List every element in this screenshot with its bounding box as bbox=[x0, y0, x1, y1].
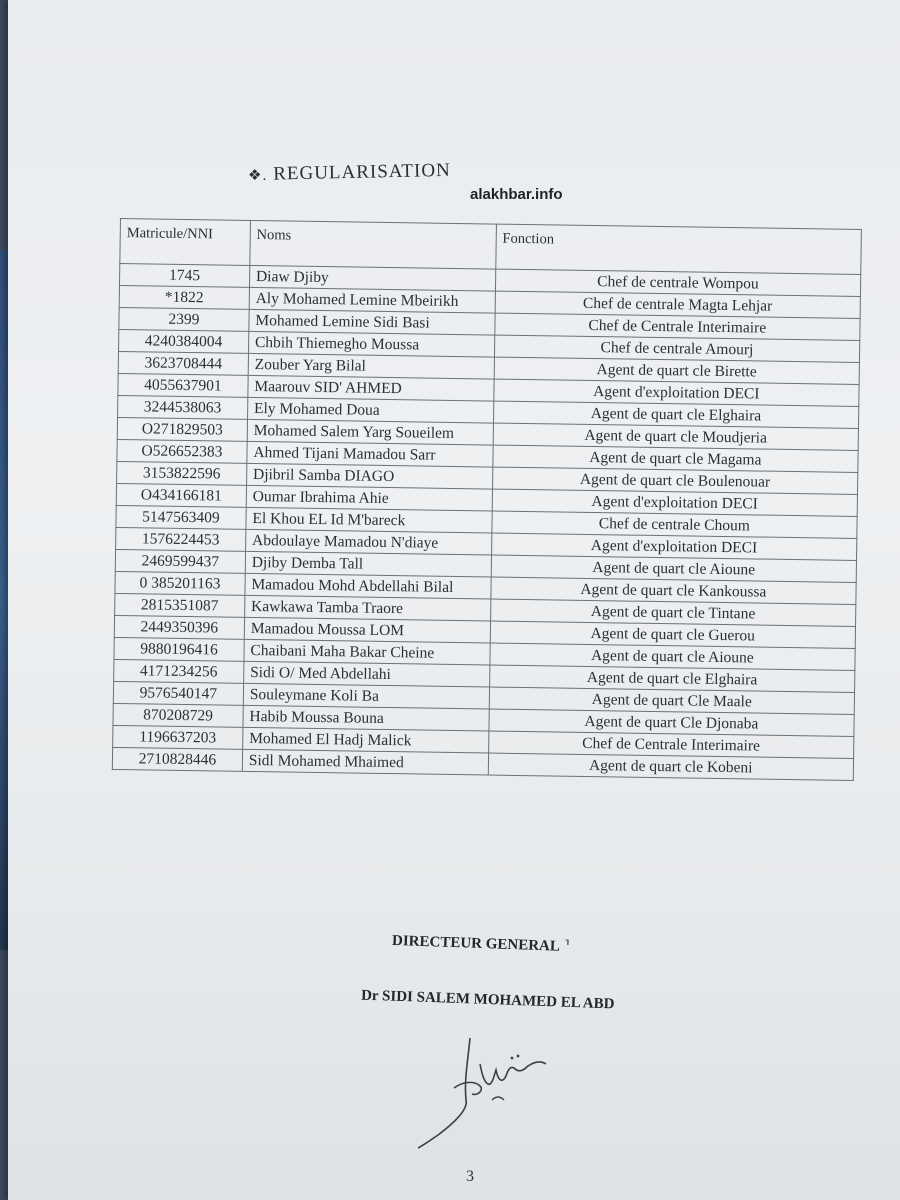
section-title-text: REGULARISATION bbox=[272, 159, 451, 185]
cell-matricule: 1576224453 bbox=[116, 527, 246, 551]
regularisation-table-wrapper bbox=[112, 218, 862, 781]
cell-nom: Diaw Djiby bbox=[249, 265, 495, 291]
cell-nom: Mohamed Salem Yarg Soueilem bbox=[247, 419, 493, 445]
cell-nom: Djiby Demba Tall bbox=[245, 551, 491, 577]
cell-nom: Abdoulaye Mamadou N'diaye bbox=[245, 529, 491, 555]
cell-fonction: Agent de quart cle Tintane bbox=[490, 599, 856, 626]
cell-fonction: Agent de quart cle Elghaira bbox=[493, 401, 859, 428]
cell-fonction: Chef de centrale Magta Lehjar bbox=[495, 291, 861, 318]
cell-matricule: 4055637901 bbox=[118, 373, 248, 397]
header-noms: Noms bbox=[250, 220, 496, 269]
cell-nom: Mohamed El Hadj Malick bbox=[242, 727, 488, 753]
cell-nom: Mohamed Lemine Sidi Basi bbox=[249, 309, 495, 335]
cell-matricule: 9880196416 bbox=[114, 637, 244, 661]
cell-matricule: 870208729 bbox=[113, 703, 243, 727]
cell-fonction: Agent de quart cle Aioune bbox=[491, 555, 857, 582]
cell-matricule: 3153822596 bbox=[117, 461, 247, 485]
cell-nom: Maarouv SID' AHMED bbox=[248, 375, 494, 401]
cell-nom: Mamadou Moussa LOM bbox=[244, 617, 490, 643]
cell-matricule: O271829503 bbox=[117, 417, 247, 441]
cell-matricule: 2449350396 bbox=[114, 615, 244, 639]
cell-fonction: Agent de quart cle Kobeni bbox=[488, 753, 854, 780]
header-matricule: Matricule/NNI bbox=[120, 219, 251, 266]
cell-nom: Zouber Yarg Bilal bbox=[248, 353, 494, 379]
cell-nom: Mamadou Mohd Abdellahi Bilal bbox=[245, 573, 491, 599]
cell-fonction: Chef de Centrale Interimaire bbox=[495, 313, 861, 340]
cell-nom: Sidl Mohamed Mhaimed bbox=[242, 749, 488, 775]
diamond-bullet-icon: ❖. bbox=[247, 167, 268, 185]
handwritten-signature bbox=[418, 1030, 568, 1150]
cell-matricule: *1822 bbox=[119, 286, 249, 310]
cell-fonction: Agent de quart Cle Maale bbox=[489, 687, 855, 714]
cell-fonction: Agent d'exploitation DECI bbox=[491, 533, 857, 560]
cell-matricule: 5147563409 bbox=[116, 505, 246, 529]
cell-fonction: Agent de quart cle Elghaira bbox=[489, 665, 855, 692]
cell-nom: Chaibani Maha Bakar Cheine bbox=[244, 639, 490, 665]
director-title bbox=[392, 931, 570, 956]
cell-fonction: Chef de centrale Choum bbox=[492, 511, 858, 538]
watermark: alakhbar.info bbox=[470, 186, 563, 203]
cell-fonction: Agent d'exploitation DECI bbox=[492, 489, 858, 516]
check-mark-icon: ⸣ bbox=[563, 938, 571, 956]
cell-nom: El Khou EL Id M'bareck bbox=[246, 507, 492, 533]
cell-nom: Chbih Thiemegho Moussa bbox=[248, 331, 494, 357]
page-number: 3 bbox=[466, 1168, 474, 1185]
section-title bbox=[248, 160, 451, 186]
cell-matricule: 1745 bbox=[119, 264, 249, 288]
cell-fonction: Agent de quart cle Boulenouar bbox=[492, 467, 858, 494]
cell-nom: Souleymane Koli Ba bbox=[243, 683, 489, 709]
cell-matricule: 2469599437 bbox=[115, 549, 245, 573]
cell-nom: Oumar Ibrahima Ahie bbox=[246, 485, 492, 511]
table-body bbox=[112, 264, 860, 781]
cell-matricule: 2710828446 bbox=[112, 747, 242, 771]
cell-nom: Ahmed Tijani Mamadou Sarr bbox=[247, 441, 493, 467]
cell-matricule: 4171234256 bbox=[114, 659, 244, 683]
cell-fonction: Agent de quart cle Moudjeria bbox=[493, 423, 859, 450]
cell-fonction: Agent de quart cle Magama bbox=[493, 445, 859, 472]
cell-matricule: O434166181 bbox=[116, 483, 246, 507]
cell-fonction: Agent de quart cle Kankoussa bbox=[491, 577, 857, 604]
cell-matricule: O526652383 bbox=[117, 439, 247, 463]
cell-fonction: Agent de quart cle Guerou bbox=[490, 621, 856, 648]
cell-fonction: Chef de Centrale Interimaire bbox=[488, 731, 854, 758]
cell-nom: Habib Moussa Bouna bbox=[243, 705, 489, 731]
cell-nom: Djibril Samba DIAGO bbox=[246, 463, 492, 489]
cell-nom: Aly Mohamed Lemine Mbeirikh bbox=[249, 287, 495, 313]
cell-fonction: Agent de quart cle Birette bbox=[494, 357, 860, 384]
cell-matricule: 9576540147 bbox=[113, 681, 243, 705]
cell-fonction: Agent de quart cle Aioune bbox=[490, 643, 856, 670]
cell-nom: Sidi O/ Med Abdellahi bbox=[243, 661, 489, 687]
regularisation-table bbox=[112, 218, 862, 781]
document-page bbox=[8, 0, 900, 1200]
cell-matricule: 1196637203 bbox=[113, 725, 243, 749]
cell-matricule: 2815351087 bbox=[115, 593, 245, 617]
header-fonction: Fonction bbox=[496, 224, 862, 274]
director-title-text: DIRECTEUR GENERAL bbox=[391, 932, 561, 955]
cell-matricule: 3244538063 bbox=[118, 395, 248, 419]
director-name: Dr SIDI SALEM MOHAMED EL ABD bbox=[360, 987, 615, 1013]
cell-nom: Ely Mohamed Doua bbox=[247, 397, 493, 423]
cell-matricule: 0 385201163 bbox=[115, 571, 245, 595]
cell-fonction: Chef de centrale Wompou bbox=[495, 269, 861, 296]
cell-fonction: Agent de quart Cle Djonaba bbox=[489, 709, 855, 736]
cell-fonction: Chef de centrale Amourj bbox=[494, 335, 860, 362]
cell-matricule: 3623708444 bbox=[118, 351, 248, 375]
cell-matricule: 2399 bbox=[119, 307, 249, 331]
cell-nom: Kawkawa Tamba Traore bbox=[244, 595, 490, 621]
cell-fonction: Agent d'exploitation DECI bbox=[494, 379, 860, 406]
cell-matricule: 4240384004 bbox=[119, 329, 249, 353]
